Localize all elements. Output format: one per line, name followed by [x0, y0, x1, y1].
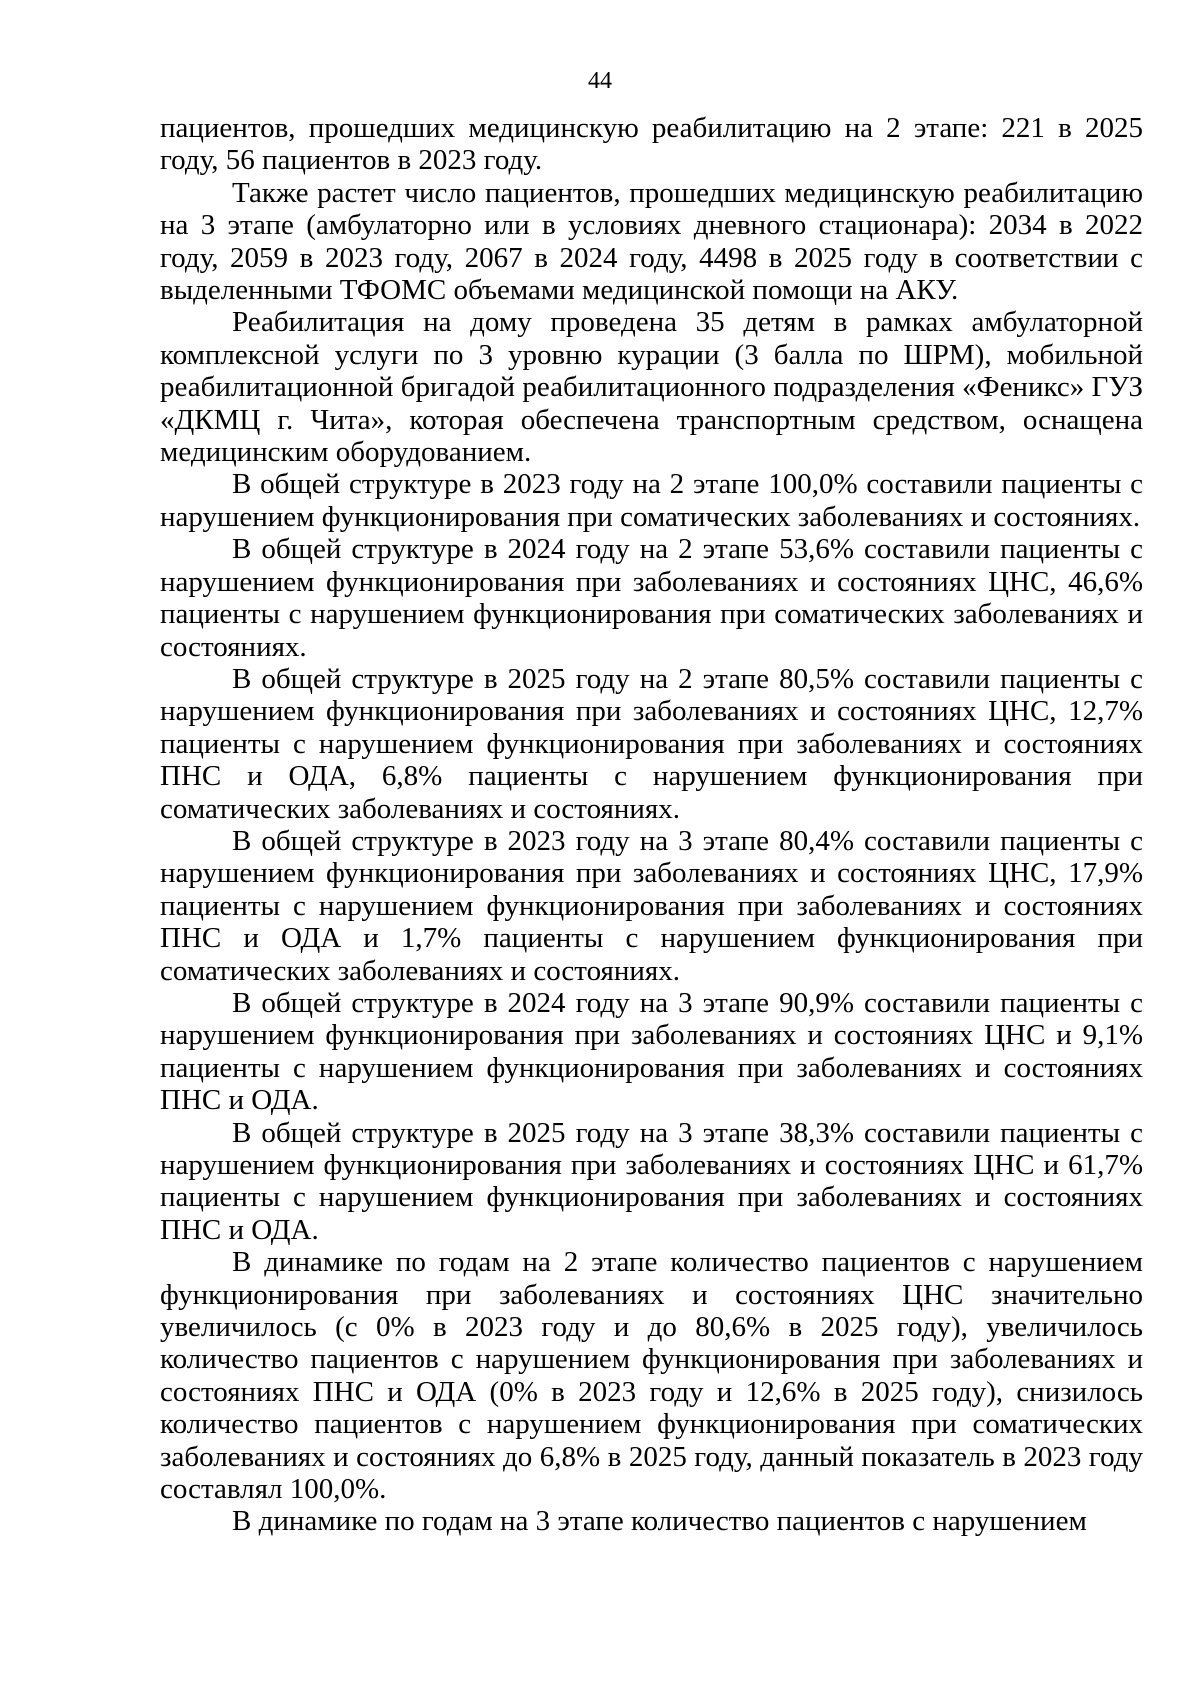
- body-text: [160, 112, 1143, 1538]
- page-number: 44: [588, 68, 612, 94]
- paragraph-dynamics-stage3: В динамике по годам на 3 этапе количество пациентов с нарушением: [232, 1505, 1087, 1538]
- paragraph-structure-2023-stage2: В общей структуре в 2023 году на 2 этапе 100,0% составили пациенты с нарушением функционирования при соматических заболеваниях и состояниях.: [160, 468, 1143, 533]
- paragraph-dynamics-stage2: В динамике по годам на 2 этапе количество пациентов с нарушением функционирования при заболеваниях и состояниях ЦНС значительно увеличилось (с 0% в 2023 году и до 80,6% в 2025 году), увеличилось количество пациентов с нарушением функционирования при заболеваниях и состояниях ПНС и ОДА (0% в 2023 году и 12,6% в 2025 году), снизилось количество пациентов с нарушением функционирования при соматических заболеваниях и состояниях до 6,8% в 2025 году, данный показатель в 2023 году составлял 100,0%.: [160, 1246, 1143, 1506]
- paragraph-stage3-counts: Также растет число пациентов, прошедших медицинскую реабилитацию на 3 этапе (амбулаторно или в условиях дневного стационара): 2034 в 2022 году, 2059 в 2023 году, 2067 в 2024 году, 4498 в 2025 году в соответствии с выделенными ТФОМС объемами медицинской помощи на АКУ.: [160, 176, 1143, 307]
- paragraph-structure-2024-stage2: В общей структуре в 2024 году на 2 этапе 53,6% составили пациенты с нарушением функционирования при заболеваниях и состояниях ЦНС, 46,6% пациенты с нарушением функционирования при соматических заболеваниях и состояниях.: [160, 533, 1143, 663]
- paragraph-structure-2025-stage3: В общей структуре в 2025 году на 3 этапе 38,3% составили пациенты с нарушением функционирования при заболеваниях и состояниях ЦНС и 61,7% пациенты с нарушением функционирования при заболеваниях и состояниях ПНС и ОДА.: [160, 1116, 1143, 1246]
- paragraph-structure-2024-stage3: В общей структуре в 2024 году на 3 этапе 90,9% составили пациенты с нарушением функционирования при заболеваниях и состояниях ЦНС и 9,1% пациенты с нарушением функционирования при заболеваниях и состояниях ПНС и ОДА.: [160, 986, 1143, 1117]
- paragraph-structure-2023-stage3: В общей структуре в 2023 году на 3 этапе 80,4% составили пациенты с нарушением функционирования при заболеваниях и состояниях ЦНС, 17,9% пациенты с нарушением функционирования при заболеваниях и состояниях ПНС и ОДА и 1,7% пациенты с нарушением функционирования при соматических заболеваниях и состояниях.: [160, 824, 1143, 987]
- paragraph-continuation: пациентов, прошедших медицинскую реабилитацию на 2 этапе: 221 в 2025 году, 56 пациентов в 2023 году.: [160, 112, 1143, 177]
- paragraph-structure-2025-stage2: В общей структуре в 2025 году на 2 этапе 80,5% составили пациенты с нарушением функционирования при заболеваниях и состояниях ЦНС, 12,7% пациенты с нарушением функционирования при заболеваниях и состояниях ПНС и ОДА, 6,8% пациенты с нарушением функционирования при соматических заболеваниях и состояниях.: [160, 662, 1143, 825]
- paragraph-home-rehabilitation: Реабилитация на дому проведена 35 детям в рамках амбулаторной комплексной услуги по 3 уровню курации (3 балла по ШРМ), мобильной реабилитационной бригадой реабилитационного подразделения «Феникс» ГУЗ «ДКМЦ г. Чита», которая обеспечена транспортным средством, оснащена медицинским оборудованием.: [160, 306, 1143, 469]
